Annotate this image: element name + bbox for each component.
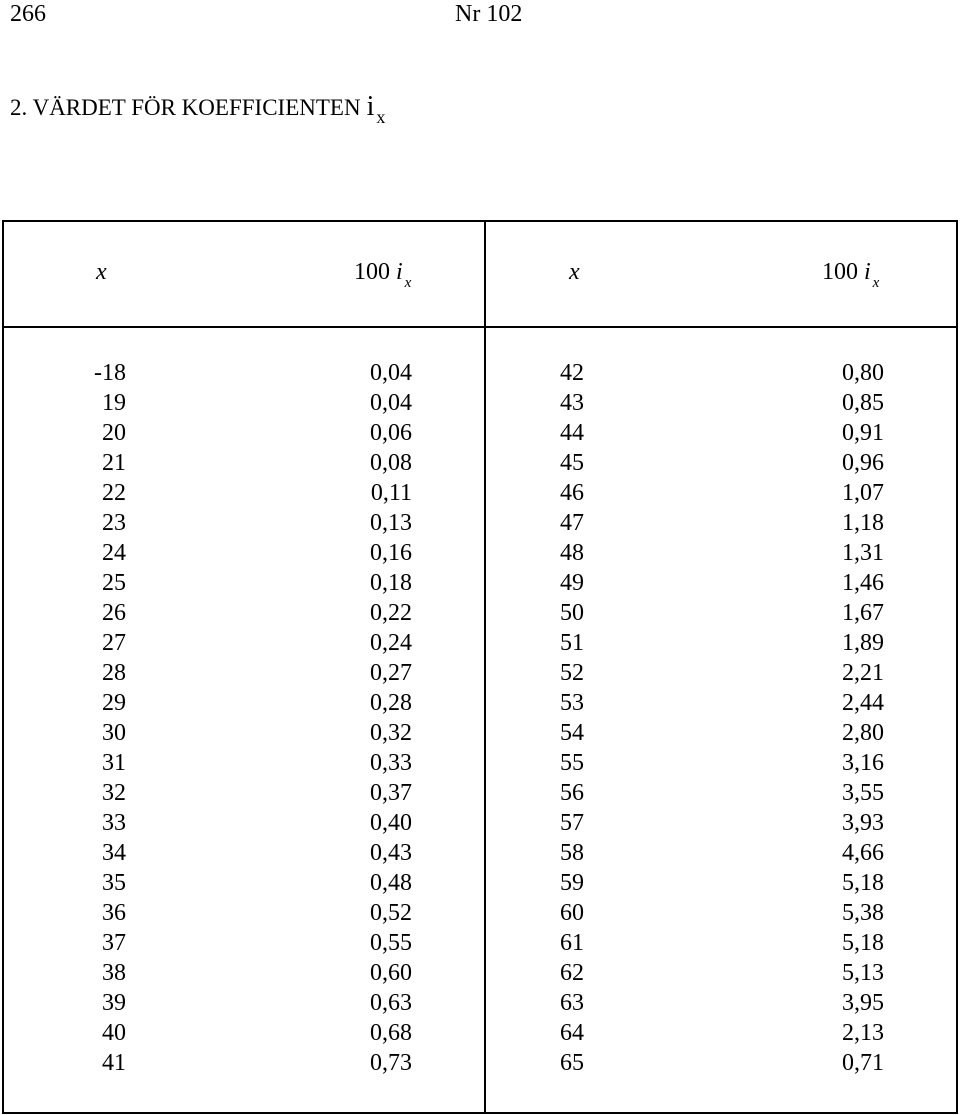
cell-100ix-left: 0,43: [370, 840, 412, 866]
page-number: 266: [10, 1, 46, 27]
cell-100ix-right: 1,89: [842, 630, 884, 656]
table-row: [4, 478, 956, 508]
cell-100ix-right: 0,96: [842, 450, 884, 476]
cell-x-left: 22: [102, 480, 126, 506]
cell-100ix-left: 0,68: [370, 1020, 412, 1046]
table-row: [4, 838, 956, 868]
table-row: [4, 598, 956, 628]
section-title: [10, 92, 385, 132]
table-row: [4, 808, 956, 838]
coefficient-table: [2, 220, 958, 1114]
cell-x-left: 20: [102, 420, 126, 446]
cell-x-left: 38: [102, 960, 126, 986]
cell-100ix-left: 0,06: [370, 420, 412, 446]
cell-x-right: 53: [560, 690, 584, 716]
cell-100ix-right: 1,31: [842, 540, 884, 566]
cell-100ix-left: 0,04: [370, 390, 412, 416]
cell-100ix-left: 0,48: [370, 870, 412, 896]
cell-x-right: 60: [560, 900, 584, 926]
cell-100ix-left: 0,16: [370, 540, 412, 566]
cell-x-right: 64: [560, 1020, 584, 1046]
cell-100ix-right: 4,66: [842, 840, 884, 866]
cell-x-right: 55: [560, 750, 584, 776]
coefficient-subscript: x: [376, 107, 386, 127]
table-body: [4, 358, 956, 1078]
cell-x-right: 46: [560, 480, 584, 506]
cell-100ix-left: 0,04: [370, 360, 412, 386]
issue-number: Nr 102: [455, 1, 523, 27]
cell-100ix-left: 0,32: [370, 720, 412, 746]
cell-100ix-left: 0,08: [370, 450, 412, 476]
cell-x-left: 41: [102, 1050, 126, 1076]
table-row: [4, 778, 956, 808]
cell-100ix-left: 0,24: [370, 630, 412, 656]
table-row: [4, 718, 956, 748]
cell-100ix-right: 0,85: [842, 390, 884, 416]
cell-100ix-right: 5,13: [842, 960, 884, 986]
cell-100ix-right: 0,80: [842, 360, 884, 386]
cell-x-right: 48: [560, 540, 584, 566]
cell-x-left: 25: [102, 570, 126, 596]
header-x-right: x: [569, 259, 580, 285]
cell-x-right: 45: [560, 450, 584, 476]
cell-x-right: 57: [560, 810, 584, 836]
cell-100ix-left: 0,60: [370, 960, 412, 986]
table-row: [4, 988, 956, 1018]
header-100ix-left: 100 i $_x$: [354, 259, 412, 291]
cell-x-left: 37: [102, 930, 126, 956]
header-divider: [4, 326, 956, 328]
table-row: [4, 868, 956, 898]
cell-x-left: 40: [102, 1020, 126, 1046]
table-row: [4, 958, 956, 988]
table-row: [4, 388, 956, 418]
cell-x-right: 43: [560, 390, 584, 416]
cell-100ix-left: 0,63: [370, 990, 412, 1016]
table-row: [4, 928, 956, 958]
cell-x-right: 49: [560, 570, 584, 596]
cell-x-left: 29: [102, 690, 126, 716]
cell-100ix-right: 5,18: [842, 930, 884, 956]
cell-100ix-left: 0,27: [370, 660, 412, 686]
cell-100ix-right: 0,71: [842, 1050, 884, 1076]
cell-100ix-right: 2,13: [842, 1020, 884, 1046]
cell-100ix-right: 5,38: [842, 900, 884, 926]
table-row: [4, 688, 956, 718]
cell-100ix-left: 0,11: [370, 480, 412, 506]
cell-100ix-right: 1,18: [842, 510, 884, 536]
cell-x-left: 36: [102, 900, 126, 926]
cell-x-right: 52: [560, 660, 584, 686]
cell-x-right: 51: [560, 630, 584, 656]
table-row: [4, 448, 956, 478]
cell-100ix-left: 0,28: [370, 690, 412, 716]
cell-x-left: 35: [102, 870, 126, 896]
cell-x-right: 54: [560, 720, 584, 746]
cell-x-left: 31: [102, 750, 126, 776]
cell-x-right: 42: [560, 360, 584, 386]
cell-100ix-left: 0,18: [370, 570, 412, 596]
cell-100ix-left: 0,52: [370, 900, 412, 926]
table-row: [4, 658, 956, 688]
cell-100ix-right: 3,55: [842, 780, 884, 806]
cell-100ix-right: 0,91: [842, 420, 884, 446]
cell-x-left: -18: [94, 360, 126, 386]
cell-x-left: 23: [102, 510, 126, 536]
cell-100ix-right: 1,46: [842, 570, 884, 596]
table-row: [4, 1018, 956, 1048]
cell-x-right: 59: [560, 870, 584, 896]
cell-100ix-left: 0,22: [370, 600, 412, 626]
cell-100ix-left: 0,33: [370, 750, 412, 776]
cell-x-right: 62: [560, 960, 584, 986]
cell-100ix-right: 5,18: [842, 870, 884, 896]
section-title-text: 2. VÄRDET FÖR KOEFFICIENTEN: [10, 95, 361, 120]
header-x-left: x: [96, 259, 107, 285]
cell-x-right: 56: [560, 780, 584, 806]
cell-x-left: 21: [102, 450, 126, 476]
table-row: [4, 418, 956, 448]
cell-100ix-left: 0,55: [370, 930, 412, 956]
table-row: [4, 1048, 956, 1078]
cell-x-left: 26: [102, 600, 126, 626]
cell-x-left: 33: [102, 810, 126, 836]
cell-x-left: 24: [102, 540, 126, 566]
cell-100ix-right: 3,16: [842, 750, 884, 776]
cell-x-left: 32: [102, 780, 126, 806]
table-row: [4, 898, 956, 928]
cell-100ix-right: 2,44: [842, 690, 884, 716]
table-row: [4, 538, 956, 568]
table-row: [4, 568, 956, 598]
coefficient-symbol: i: [366, 91, 375, 122]
cell-x-right: 63: [560, 990, 584, 1016]
cell-x-right: 50: [560, 600, 584, 626]
cell-100ix-right: 2,80: [842, 720, 884, 746]
cell-x-right: 61: [560, 930, 584, 956]
table-row: [4, 508, 956, 538]
cell-x-left: 30: [102, 720, 126, 746]
table-row: [4, 748, 956, 778]
cell-100ix-left: 0,37: [370, 780, 412, 806]
cell-100ix-right: 1,67: [842, 600, 884, 626]
cell-x-left: 34: [102, 840, 126, 866]
cell-x-left: 27: [102, 630, 126, 656]
cell-100ix-right: 1,07: [842, 480, 884, 506]
cell-x-right: 58: [560, 840, 584, 866]
cell-100ix-left: 0,13: [370, 510, 412, 536]
cell-x-left: 39: [102, 990, 126, 1016]
cell-100ix-right: 2,21: [842, 660, 884, 686]
cell-x-right: 44: [560, 420, 584, 446]
table-row: [4, 358, 956, 388]
cell-100ix-left: 0,73: [370, 1050, 412, 1076]
table-row: [4, 628, 956, 658]
cell-x-left: 19: [102, 390, 126, 416]
cell-100ix-right: 3,95: [842, 990, 884, 1016]
header-100ix-right: 100 i $_x$: [822, 259, 880, 291]
cell-100ix-left: 0,40: [370, 810, 412, 836]
cell-x-right: 47: [560, 510, 584, 536]
cell-x-right: 65: [560, 1050, 584, 1076]
cell-x-left: 28: [102, 660, 126, 686]
cell-100ix-right: 3,93: [842, 810, 884, 836]
